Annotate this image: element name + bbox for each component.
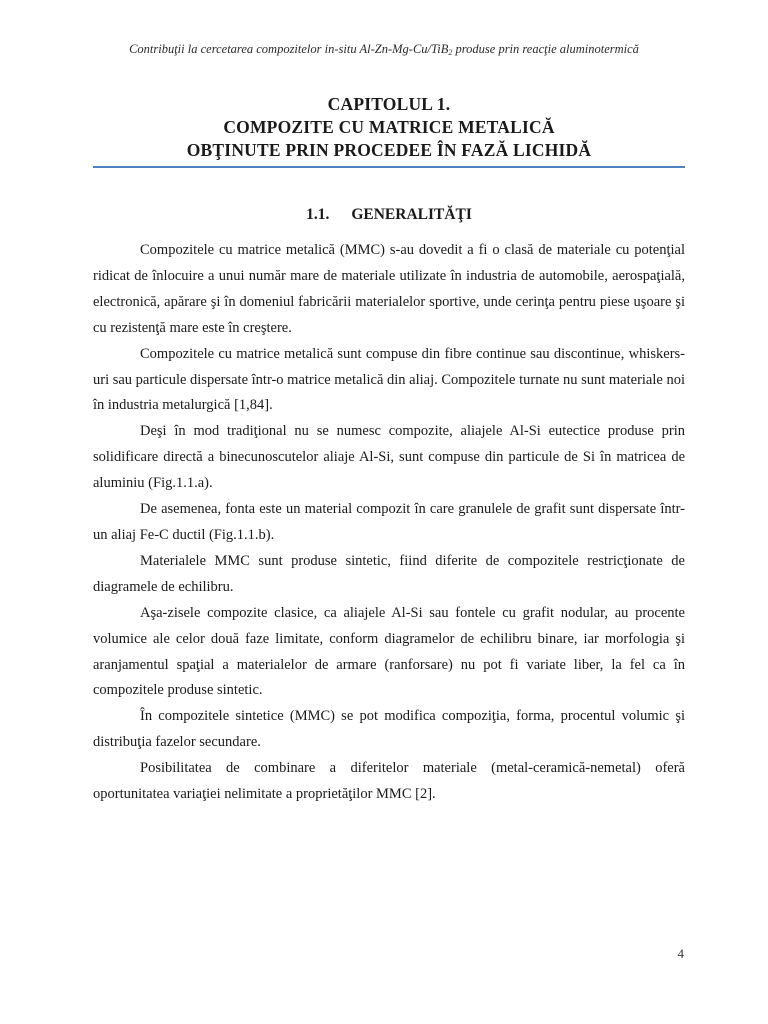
page-number: 4 — [677, 946, 684, 961]
running-header-text: Contribuţii la cercetarea compozitelor in-situ Al-Zn-Mg-Cu/TiB — [129, 42, 449, 56]
paragraph: Aşa-zisele compozite clasice, ca aliajele Al-Si sau fontele cu grafit nodular, au procente volumice ale celor două faze limitate, conform diagramelor de echilibru binare, iar morfologia şi aranjamentul spaţial a materialelor de armare (ranforsare) nu pot fi variate liber, la fel ca în compozitele produse sintetic. — [93, 604, 685, 699]
paragraph: De asemenea, fonta este un material compozit în care granulele de grafit sunt dispersate într-un aliaj Fe-C ductil (Fig.1.1.b). — [93, 501, 685, 543]
paragraph: În compozitele sintetice (MMC) se pot modifica compoziţia, forma, procentul volumic şi distribuţia fazelor secundare. — [93, 708, 685, 751]
paragraph: Compozitele cu matrice metalică (MMC) s-au dovedit a fi o clasă de materiale cu potenţial ridicat de înlocuire a unui număr mare de materiale utilizate în industria de automobile, aerospaţială, electronică, apărare şi în domeniul fabricării materialelor sportive, unde cerinţa pentru piese uşoare şi cu rezistenţă mare este în creştere. — [93, 242, 685, 336]
body-text — [93, 238, 685, 808]
running-header — [60, 40, 708, 62]
chapter-title-line-1: COMPOZITE CU MATRICE METALICĂ — [223, 117, 555, 137]
chapter-divider — [93, 166, 685, 168]
chapter-title-line-2: OBŢINUTE PRIN PROCEDEE ÎN FAZĂ LICHIDĂ — [186, 140, 592, 160]
section-title: GENERALITĂŢI — [351, 206, 472, 223]
paragraph: Deşi în mod tradiţional nu se numesc compozite, aliajele Al-Si eutectice produse prin solidificare directă a binecunoscutelor aliaje Al-Si, sunt compuse din particule de Si în matricea de aluminiu (Fig.1.1.a). — [93, 423, 685, 492]
section-heading — [93, 205, 685, 225]
running-header-text-end: produse prin reacţie aluminotermică — [452, 42, 639, 56]
section-number: 1.1. — [306, 206, 330, 223]
paragraph: Posibilitatea de combinare a diferitelor materiale (metal-ceramică-nemetal) oferă oportunitatea variaţiei nelimitate a proprietăţilor MMC [2]. — [93, 760, 685, 803]
paragraph: Materialele MMC sunt produse sintetic, fiind diferite de compozitele restricţionate de diagramele de echilibru. — [93, 552, 685, 595]
running-header-subscript: 2 — [448, 48, 453, 57]
paragraph: Compozitele cu matrice metalică sunt compuse din fibre continue sau discontinue, whiskers-uri sau particule dispersate într-o matrice metalică din aliaj. Compozitele turnate nu sunt materiale noi în industria metalurgică [1,84]. — [93, 345, 685, 414]
chapter-title — [93, 93, 685, 162]
chapter-number: CAPITOLUL 1. — [327, 94, 451, 114]
